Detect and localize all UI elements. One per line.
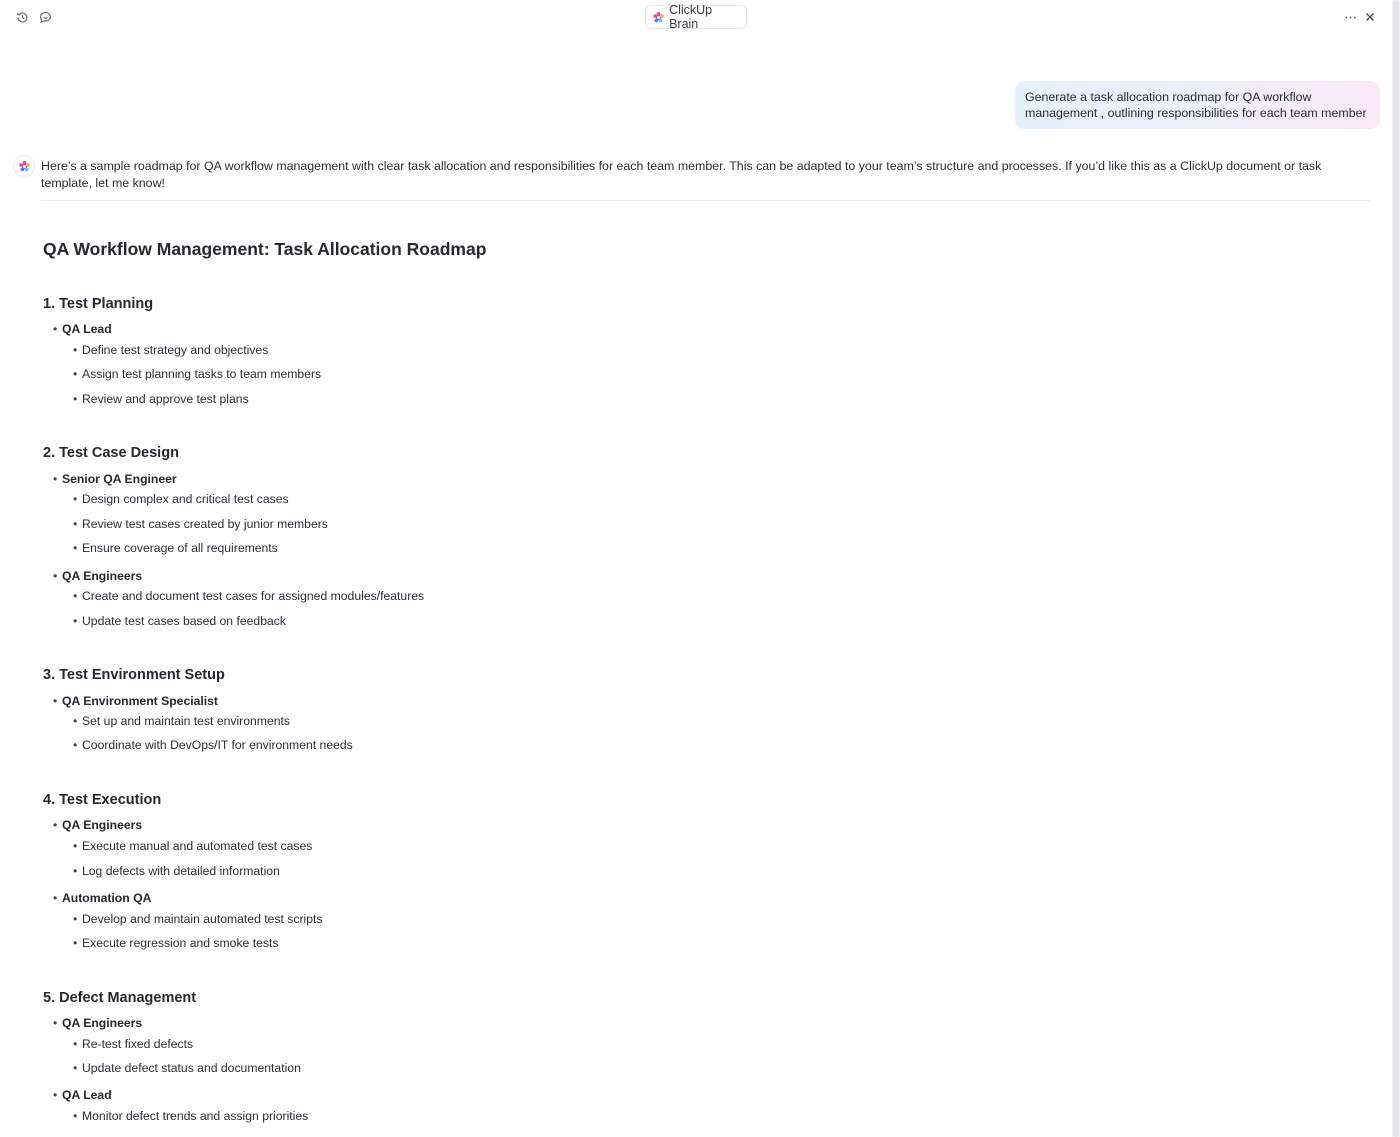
task-text: Update test cases based on feedback [82, 614, 286, 628]
task-item: • Develop and maintain automated test scripts [73, 912, 323, 926]
task-item: • Create and document test cases for assigned modules/features [73, 589, 425, 603]
role-label: • QA Engineers [53, 569, 143, 583]
brain-title: ClickUp Brain [669, 3, 713, 31]
history-icon[interactable] [13, 8, 31, 26]
task-text: Ensure coverage of all requirements [82, 541, 278, 555]
role-name: Senior QA Engineer [62, 472, 177, 486]
task-item: • Update defect status and documentation [73, 1061, 301, 1075]
task-item: • Review test cases created by junior members [73, 517, 328, 531]
section-title: 1. Test Planning [43, 296, 154, 312]
role-label: • QA Engineers [53, 818, 143, 832]
scrollbar[interactable] [1392, 0, 1400, 1137]
task-text: Execute regression and smoke tests [82, 936, 279, 950]
role-label: • Automation QA [53, 891, 152, 905]
task-item: • Ensure coverage of all requirements [73, 541, 278, 555]
more-options-icon[interactable] [1341, 8, 1359, 26]
section-title: 4. Test Execution [43, 792, 162, 808]
task-text: Review and approve test plans [82, 392, 249, 406]
task-text: Set up and maintain test environments [82, 714, 290, 728]
task-item: • Log defects with detailed information [73, 864, 280, 878]
task-item: • Define test strategy and objectives [73, 343, 269, 357]
task-item: • Design complex and critical test cases [73, 492, 289, 506]
user-message: Generate a task allocation roadmap for QA workflow management , outlining responsibilities for each team member [1015, 81, 1380, 129]
task-text: Assign test planning tasks to team members [82, 367, 322, 381]
task-item: • Update test cases based on feedback [73, 614, 286, 628]
task-text: Design complex and critical test cases [82, 492, 289, 506]
section-title: 2. Test Case Design [43, 445, 179, 461]
task-text: Coordinate with DevOps/IT for environment needs [82, 738, 353, 752]
task-item: • Re-test fixed defects [73, 1037, 194, 1051]
task-item: • Assign test planning tasks to team members [73, 367, 322, 381]
task-text: Define test strategy and objectives [82, 343, 269, 357]
role-name: QA Engineers [62, 569, 143, 583]
role-name: Automation QA [62, 891, 152, 905]
role-name: QA Lead [62, 322, 112, 336]
section-title: 3. Test Environment Setup [43, 667, 225, 683]
role-name: QA Engineers [62, 1016, 143, 1030]
top-bar [0, 0, 1400, 34]
role-label: • QA Lead [53, 1088, 112, 1102]
task-text: Develop and maintain automated test scripts [82, 912, 323, 926]
role-name: QA Engineers [62, 818, 143, 832]
task-item: • Review and approve test plans [73, 392, 249, 406]
task-text: Review test cases created by junior members [82, 517, 328, 531]
task-text: Monitor defect trends and assign priorities [82, 1109, 309, 1123]
task-item: • Set up and maintain test environments [73, 714, 290, 728]
close-icon[interactable] [1361, 8, 1379, 26]
task-item: • Coordinate with DevOps/IT for environment needs [73, 738, 353, 752]
role-label: • QA Environment Specialist [53, 694, 218, 708]
role-label: • Senior QA Engineer [53, 472, 177, 486]
task-item: • Execute manual and automated test cases [73, 839, 313, 853]
task-text: Execute manual and automated test cases [82, 839, 313, 853]
task-item: • Execute regression and smoke tests [73, 936, 279, 950]
divider [41, 200, 1370, 201]
task-text: Re-test fixed defects [82, 1037, 194, 1051]
role-name: QA Lead [62, 1088, 112, 1102]
brain-avatar-icon [13, 155, 35, 177]
doc-title: QA Workflow Management: Task Allocation Roadmap [43, 239, 487, 259]
assistant-intro: Here’s a sample roadmap for QA workflow management with clear task allocation and responsibilities for each team member. This can be adapted to your team’s structure and processes. If you’d like this as a ClickUp document or task template, let me know! [41, 159, 1322, 190]
clickup-brain-button[interactable] [645, 5, 747, 29]
section-title: 5. Defect Management [43, 990, 197, 1006]
task-text: Log defects with detailed information [82, 864, 280, 878]
role-name: QA Environment Specialist [62, 694, 218, 708]
scrollbar-thumb[interactable] [1393, 0, 1399, 1137]
task-text: Update defect status and documentation [82, 1061, 301, 1075]
role-label: • QA Lead [53, 322, 112, 336]
task-text: Create and document test cases for assigned modules/features [82, 589, 425, 603]
task-item: • Monitor defect trends and assign priorities [73, 1109, 309, 1123]
new-chat-icon[interactable] [36, 8, 54, 26]
role-label: • QA Engineers [53, 1016, 143, 1030]
brain-logo-icon [653, 11, 664, 23]
